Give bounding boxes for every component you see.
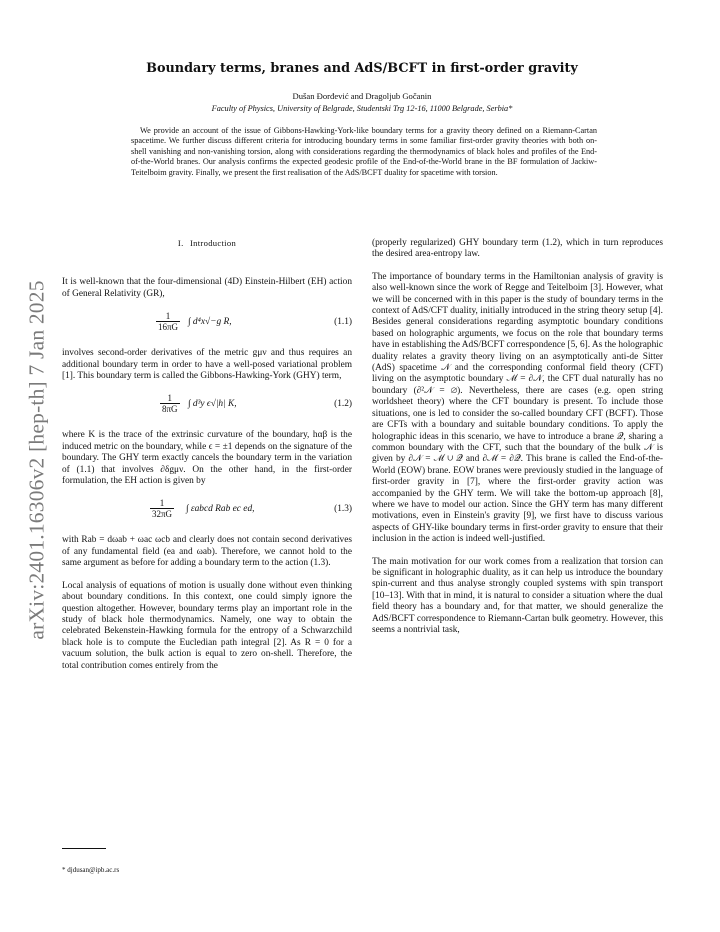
paper-title: Boundary terms, branes and AdS/BCFT in first-order gravity: [146, 61, 578, 76]
section-heading: [62, 238, 352, 249]
equation-1-1: [62, 308, 352, 340]
paper-affiliation: Faculty of Physics, University of Belgrade, Studentski Trg 12-16, 11000 Belgrade, Serbia*: [211, 104, 513, 113]
equation-number: (1.3): [334, 504, 352, 515]
equation-body: ∫ d³y ϵ√|h| K,: [188, 399, 237, 410]
equation-body: ∫ εabcd Rab ec ed,: [186, 504, 255, 515]
equation-number: (1.2): [334, 399, 352, 410]
equation-fraction: $\frac{1}{32\pi G}$: [152, 498, 173, 520]
paragraph: It is well-known that the four-dimensional (4D) Einstein-Hilbert (EH) action of General Relativity (GR),: [62, 277, 352, 299]
equation-fraction: $\frac{1}{8\pi G}$: [162, 393, 178, 415]
equation-body: ∫ d⁴x√−g R,: [188, 317, 232, 328]
paragraph: involves second-order derivatives of the metric gμν and thus requires an additional boundary term in order to have a well-posed variational problem [1]. This boundary term is called the Gibbons-Hawking-York (GHY) term,: [62, 348, 352, 382]
left-column: [62, 238, 352, 672]
section-title: Introduction: [189, 238, 237, 248]
section-number: I.: [177, 238, 184, 248]
arxiv-identifier: [18, 260, 56, 660]
equation-1-3: [62, 495, 352, 527]
paragraph: Local analysis of equations of motion is usually done without even thinking about boundary conditions. In this context, one could simply ignore the question altogether. However, boundary terms play an important role in the study of black hole thermodynamics. Namely, one way to obtain the celebrated Bekenstein-Hawking formula for the entropy of a Schwarzchild black hole is to compute the Eucledian path integral [2]. As R = 0 for a vacuum solution, the bulk action is equal to zero on-shell. Therefore, the total contribution comes entirely from the: [62, 580, 352, 671]
abstract: We provide an account of the issue of Gibbons-Hawking-York-like boundary terms for a gravity theory defined on a Riemann-Cartan spacetime. We further discuss different criteria for introducing boundary terms in some familiar first-order gravity theories with both on-shell vanishing and non-vanishing torsion, along with considerations regarding the thermodynamics of black holes and profiles of the End-of-the-World branes. Our analysis confirms the expected geodesic profile of the End-of-the-World brane in the BF formulation of Jackiw-Teitelboim gravity. Finally, we present the first realisation of the AdS/BCFT duality for spacetime with torsion.: [131, 126, 597, 177]
paragraph: The importance of boundary terms in the Hamiltonian analysis of gravity is also well-known since the work of Regge and Teitelboim [3]. However, what we will be concerned with in this paper is the study of boundary terms in the context of AdS/CFT duality, initially introduced in the string theory setup [4]. Besides general considerations regarding asymptotic boundary conditions based on holographic arguments, we focus on the role that boundary terms have in establishing the AdS/BCFT correspondence [5, 6]. As the holographic duality relates a gravity theory living on an asymptotically anti-de Sitter (AdS) spacetime 𝒩 and the corresponding conformal field theory (CFT) living on the asymptotic boundary ℳ = ∂𝒩, the CFT dual naturally has no boundary (∂²𝒩 = ∅). Nevertheless, there are cases (e.g. open string worldsheet theory) where the CFT boundary is present. To include those situations, one is led to consider the so-called boundary CFT (BCFT). Those are CFTs with a boundary and suitable boundary conditions. To apply the holographic ideas in this scenario, we have to introduce a brane 𝒬, sharing a common boundary with the CFT, such that the boundary of the bulk 𝒩 is given by ∂𝒩 = ℳ ∪ 𝒬 and ∂ℳ = ∂𝒬. This brane is called the End-of-the-World (EOW) brane. EOW branes were previously studied in the language of first-order gravity in [7], where the first-order gravity action was accompanied by the GHY term. We will take the bottom-up approach [8], where we have to model our action. Since the GHY term has many different motivations, even in Einstein's gravity [9], we first have to discuss various aspects of GHY-like boundary terms in first-order gravity to ensure that their inclusion in the action is indeed well-justified.: [372, 271, 663, 545]
paragraph: with Rab = dωab + ωac ωcb and clearly does not contain second derivatives of any fundamental field (ea and ωab). Therefore, we cannot hold to the same argument as before for adding a boundary term to the action (1.3).: [62, 535, 352, 569]
arxiv-id-text: arXiv:2401.16306v2 [hep-th] 7 Jan 2025: [24, 280, 49, 640]
equation-number: (1.1): [334, 317, 352, 328]
footnote-rule: [62, 848, 106, 849]
paragraph: The main motivation for our work comes from a realization that torsion can be significant in holographic duality, as it can help us introduce the boundary spin-current and thus analyse strongly coupled systems with spin transport [10–13]. With that in mind, it is natural to consider a situation where the dual field theory has a boundary and, for that matter, we should generalize the AdS/BCFT correspondence to Riemann-Cartan bulk geometry. However, this seems a nontrivial task,: [372, 556, 663, 635]
paper-authors: Dušan Đorđević and Dragoljub Gočanin: [292, 91, 432, 101]
right-column: [372, 238, 663, 636]
equation-fraction: $\frac{1}{16\pi G}$: [158, 311, 179, 333]
equation-1-2: [62, 390, 352, 422]
footnote: * djdusan@ipb.ac.rs: [62, 866, 120, 874]
paragraph: (properly regularized) GHY boundary term (1.2), which in turn reproduces the desired area-entropy law.: [372, 238, 663, 260]
paragraph: where K is the trace of the extrinsic curvature of the boundary, hαβ is the induced metric on the boundary, while ϵ = ±1 depends on the signature of the boundary. The GHY term exactly cancels the boundary term in the variation of (1.1) that involves ∂δgμν. On the other hand, in the first-order formulation, the EH action is given by: [62, 430, 352, 487]
